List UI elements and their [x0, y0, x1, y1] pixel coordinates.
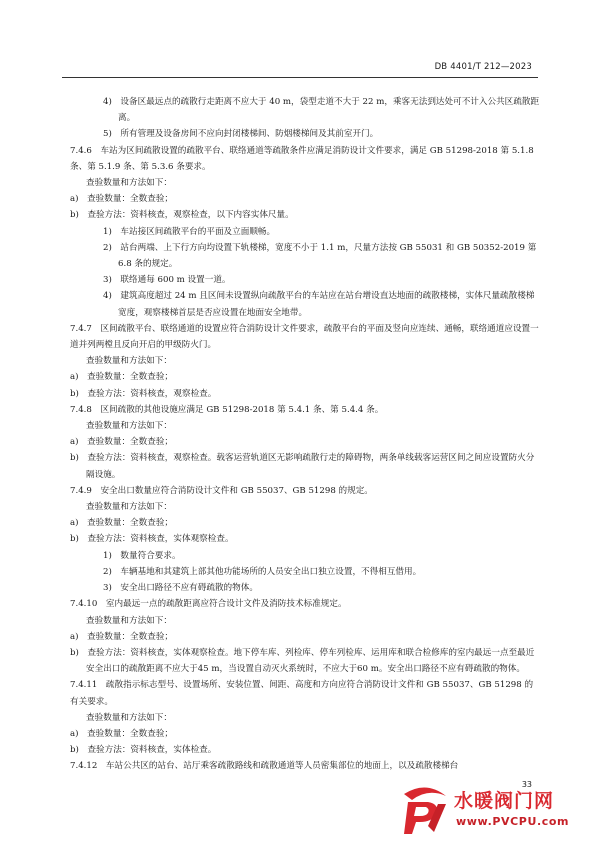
list-item: 4) 设备区最远点的疏散行走距离不应大于 40 m，袋型走道不大于 22 m，乘客无法到达处可不计入公共区疏散距离。 — [103, 97, 540, 124]
list-item: a) 查验数量：全数查验； — [70, 372, 174, 383]
list-item: a) 查验数量：全数查验； — [70, 194, 174, 205]
clause-paragraph: 7.4.6 车站为区间疏散设置的疏散平台、联络通道等疏散条件应满足消防设计文件要求，满足 GB 51298-2018 第 5.1.8 条、第 5.1.9 条、第 5.3.6 条要求。 — [70, 145, 534, 172]
list-item: 1) 车站接区间疏散平台的平面及立面顺畅。 — [103, 226, 276, 237]
list-item: b) 查验方法：资料核查，观察检查。 — [70, 388, 217, 399]
watermark-site-name: 水暖阀门网 — [454, 790, 555, 812]
body-paragraph: 查验数量和方法如下： — [86, 712, 172, 723]
body-paragraph: 查验数量和方法如下： — [86, 421, 172, 432]
pv-logo-icon — [398, 782, 452, 838]
page-number: 33 — [521, 780, 532, 789]
list-item: 2) 站台两端、上下行方向均设置下轨楼梯，宽度不小于 1.1 m，尺量方法按 GB 55031 和 GB 50352-2019 第 6.8 条的规定。 — [103, 242, 537, 270]
list-item: b) 查验方法：资料核查，实体观察检查。 — [70, 534, 234, 545]
list-item: a) 查验数量：全数查验； — [70, 631, 174, 642]
document-id-header: DB 4401/T 212—2023 — [434, 62, 532, 72]
list-item: a) 查验数量：全数查验； — [70, 728, 174, 739]
body-paragraph: 查验数量和方法如下： — [86, 502, 172, 513]
list-item: a) 查验数量：全数查验； — [70, 518, 174, 529]
clause-paragraph: 7.4.11 疏散指示标志型号、设置场所、安装位置、间距、高度和方向应符合消防设计文件和 GB 55037、GB 51298 的有关要求。 — [70, 680, 534, 707]
list-item: 2) 车辆基地和其建筑上部其他功能场所的人员安全出口独立设置，不得相互借用。 — [103, 566, 422, 577]
body-paragraph: 查验数量和方法如下： — [86, 615, 172, 626]
document-body — [70, 94, 540, 775]
list-item: b) 查验方法：资料核查，观察检查。载客运营轨道区无影响疏散行走的障碍物，两条单线载客运营区间之间应设置防火分隔设施。 — [70, 453, 535, 480]
clause-paragraph: 7.4.9 安全出口数量应符合消防设计文件和 GB 55037、GB 51298 的规定。 — [70, 485, 373, 496]
list-item: b) 查验方法：资料核查，实体观察检查。地下停车库、列检库、停车列检库、运用库和联合检修库的室内最远一点至最近安全出口的疏散距离不应大于45 m，当设置自动灭火系统时，不应大于60 m。安全出口路径不应有碍疏散的物体。 — [70, 647, 535, 675]
list-item: 3) 联络通每 600 m 设置一道。 — [103, 275, 231, 286]
header-rule — [62, 77, 538, 78]
body-paragraph: 查验数量和方法如下： — [86, 356, 172, 367]
clause-paragraph: 7.4.10 室内最远一点的疏散距离应符合设计文件及消防技术标准规定。 — [70, 599, 347, 610]
watermark-logo — [398, 782, 588, 840]
list-item: 4) 建筑高度超过 24 m 且区间未设置纵向疏散平台的车站应在站台增设直达地面的疏散楼梯，实体尺量疏散楼梯宽度，观察楼梯首层是否应设置在地面安全地带。 — [103, 291, 535, 318]
list-item: 3) 安全出口路径不应有碍疏散的物体。 — [103, 583, 258, 594]
clause-paragraph: 7.4.12 车站公共区的站台、站厅乘客疏散路线和疏散通道等人员密集部位的地面上，以及疏散楼梯台 — [70, 761, 459, 772]
list-item: a) 查验数量：全数查验； — [70, 437, 174, 448]
body-paragraph: 查验数量和方法如下： — [86, 178, 172, 189]
clause-paragraph: 7.4.7 区间疏散平台、联络通道的设置应符合消防设计文件要求，疏散平台的平面及竖向应连续、通畅，联络通道应设置一道并列两樘且反向开启的甲级防火门。 — [70, 323, 539, 351]
watermark-url: www.PVCPU.com — [456, 815, 570, 828]
list-item: 5) 所有管理及设备房间不应向封闭楼梯间、防烟楼梯间及其前室开门。 — [103, 129, 379, 140]
list-item: 1) 数量符合要求。 — [103, 550, 181, 561]
clause-paragraph: 7.4.8 区间疏散的其他设施应满足 GB 51298-2018 第 5.4.1 条、第 5.4.4 条。 — [70, 404, 384, 415]
list-item: b) 查验方法：资料核查，观察检查，以下内容实体尺量。 — [70, 210, 294, 221]
list-item: b) 查验方法：资料核查，实体检查。 — [70, 745, 217, 756]
